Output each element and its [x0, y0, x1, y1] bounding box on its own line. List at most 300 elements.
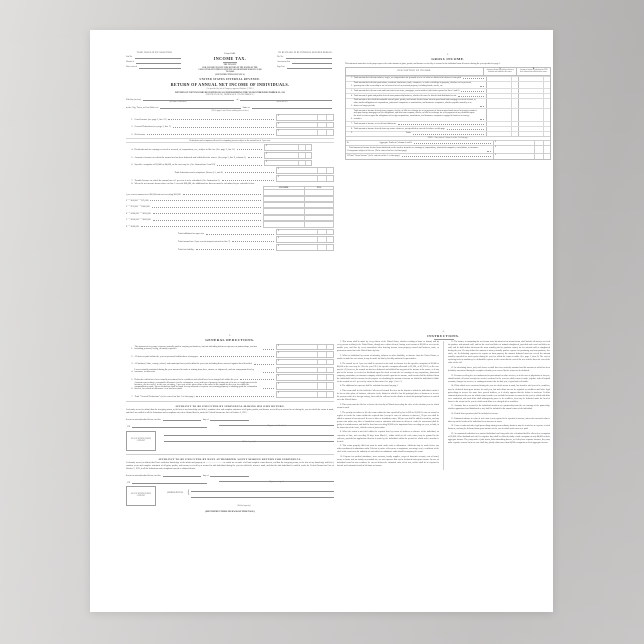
column-b-cell	[518, 82, 550, 89]
row-label: Total amount derived from professions, vocations, businesses, trade, commerce, or sales or dealings in property, whether real or personal, growing out of the ownership or use of interest in real or personal property, including bonds, stocks, etc.	[353, 82, 472, 87]
official-capacity-caption: (Official capacity.)	[237, 505, 251, 508]
deduction-row	[126, 344, 334, 351]
line-8-row	[126, 183, 334, 185]
return-line	[126, 114, 334, 121]
bureau-fields	[277, 56, 334, 69]
deduction-rows	[126, 344, 334, 398]
seal-box: SEAL OF OFFICER TAKING AFFIDAVIT	[126, 431, 156, 451]
row-number: 10.	[346, 142, 350, 145]
dotted-leader	[240, 379, 274, 380]
general-deductions-title: GENERAL DEDUCTIONS.	[205, 338, 255, 342]
page-number: 3.	[229, 335, 231, 337]
dotted-leader	[414, 143, 491, 144]
gross-income-intro: This statement must show in the proper spaces the entire amount of gains, profits, and income received by or accrued to the individual from all sources during the year specified on page 1.	[345, 62, 501, 65]
penalty-text: FOR FAILURE TO HAVE THIS RETURN IN THE HANDS OF THE COLLECTOR OF INTERNAL REVENUE ON OR BEFORE MARCH 1 IS $20 TO $1,000.	[198, 66, 262, 74]
dollar-sign: $	[495, 140, 496, 143]
column-a-cell	[486, 94, 518, 98]
line-7-row	[126, 175, 334, 182]
penalty-title: THE PENALTY	[223, 64, 237, 67]
row-number: 7.	[131, 395, 133, 398]
collector-field-label: Date received	[126, 65, 138, 68]
line-number: 3.	[131, 133, 133, 136]
dotted-leader	[447, 129, 483, 130]
blank-line	[163, 473, 201, 476]
filed-by-label: Filed by (or for)	[126, 99, 141, 102]
blank-line	[132, 425, 207, 428]
dollar-sign: $	[278, 375, 279, 378]
dotted-leader	[402, 156, 491, 157]
row-label: Total amount of income derived from any source whatever, not specified or entered elsewhere on this page	[353, 127, 446, 130]
dotted-leader	[458, 96, 483, 97]
instruction-paragraph: 19. An unmarried individual or a married individual not living with wife or husband shall be allowed an exemption of $3,000. When husband and wife live together they shall be allowed jointly a total exemption of only $4,000 on their aggregate income. They may make a joint return, both subscribing thereto, or if they have separate incomes, they may make separate returns; but in no case shall they jointly claim more than $4,000 exemption on their aggregate income.	[448, 433, 550, 445]
schedule-row-label: 1 per cent on amount over $20,000 and not exceeding $50,000	[126, 193, 181, 196]
bureau-field-label: Assessment List	[277, 61, 291, 64]
amount-box	[276, 391, 334, 398]
page1-center-header	[191, 52, 269, 76]
amount-box	[276, 114, 334, 121]
collector-field-label: List No.	[126, 56, 133, 59]
row-label: All national, State, county, school, and municipal taxes paid within the year (not including those assessed against local benefits)	[134, 363, 252, 366]
agency-heading: UNITED STATES INTERNAL REVENUE.	[199, 77, 261, 81]
dotted-leader	[480, 119, 484, 120]
line-label: Taxable Income on which the normal tax of 1 per cent is to be calculated. (See Instruction 3)	[134, 179, 220, 182]
instruction-paragraph: 18. Costs of suits and other legal proceedings arising from ordinary business may be treated as an expense of such business, and may be deducted from gross income for the year in which such costs were paid.	[448, 425, 550, 431]
blank-line	[210, 473, 248, 476]
dotted-leader	[263, 388, 275, 389]
table-header	[346, 68, 550, 76]
row-number: 4.	[350, 94, 353, 97]
total-row	[126, 236, 334, 243]
schedule-rows	[126, 189, 334, 227]
instruction-paragraph: 5. This return shall be filed with the Collector of Internal Revenue for the district in which the individual resides if he has no other place of business, otherwise in the district in which he has his principal place of business; or in case the person resides in a foreign country, then with the collector for the district in which his principal business is carried on in the United States.	[337, 390, 439, 402]
amount-box	[276, 344, 334, 351]
line-number: 5.	[131, 156, 133, 159]
row-label: Total amount of income derived from coupons, checks, or bills of exchange for or in payment of interest upon bonds issued in foreign countries and upon foreign mortgages or like obligations, and also from coupons, checks, or bills of exchange for or in payment of any dividends upon the stock or interest upon the obligations of foreign corporations, associations, and insurance companies engaged in business in foreign countries	[353, 109, 477, 120]
instruction-paragraph: 16. United States pensions shall be included as income.	[451, 413, 499, 416]
column-b-letter: B.	[532, 68, 535, 71]
column-a-cell	[486, 82, 518, 89]
amount-box	[493, 140, 550, 149]
dotted-leader	[254, 364, 274, 365]
deduction-row	[126, 374, 334, 381]
state-label: State of	[242, 106, 250, 109]
column-a-cell	[486, 127, 518, 131]
column-b-caption: Amount of income on which tax has NOT been deducted and withheld at the source.	[519, 70, 548, 74]
return-line	[126, 122, 334, 129]
dollar-sign: $	[278, 130, 279, 133]
aggregate-row	[346, 140, 550, 149]
dotted-leader	[413, 134, 484, 135]
amount-box	[493, 146, 550, 153]
amount-box	[276, 129, 334, 136]
blank-line	[135, 56, 181, 59]
instruction-paragraph: 13. Persons receiving fees or emoluments for professional or other services, as in the case of physicians or lawyers, should include all actual receipts for services rendered in the year for which return is made, together with all unpaid accounts, charges for services, or contingent income due for that year, if good and collectable.	[448, 374, 550, 383]
dotted-leader	[480, 106, 484, 107]
instruction-paragraph: 4. The additional or super tax shall be calculated as stated on page 1.	[340, 385, 399, 388]
dotted-leader	[248, 157, 262, 158]
signature-agent-caption: (Signature of agent.)	[269, 480, 284, 483]
bureau-box	[277, 52, 334, 70]
instruction-paragraph: 11. The farmer, in computing the net income from his farm for his annual return, shall include all moneys received for produce and animals sold, and for the wool and hides of animals slaughtered, provided such wool and hides are sold, and he shall deduct therefrom the sums actually paid as purchase money for the animals sold or slaughtered during the year. He may deduct the amount of money actually paid as expense for producing any farm products, live stock, etc. In deducting expenses for repairs on farm property the amount deducted must not exceed the amount actually expended for such repairs during the year for which the return is made. (See page 3, item 6.) The cost of replacing tools or machinery is a deductible expense to the extent that the cost of the new articles does not exceed the value of the old.	[448, 341, 550, 365]
deduction-row	[126, 351, 334, 358]
row-number: 11.	[346, 149, 350, 152]
column-a-header	[483, 68, 517, 75]
row-label: Amount representing a reasonable allowance for the exhaustion, wear, and tear of property arising out of its use or employment in the business, not to exceed, in the case of mines, 5 per cent of the gross value at the mine of the output for the year for which the computation is made, but no deduction shall be made for any amount of expense of restoring property or making good the exhaustion thereof, for which an allowance is or has been made	[134, 381, 258, 390]
blank-line	[160, 105, 240, 108]
column-a-cell	[486, 77, 518, 81]
total-label: Total additional or super tax	[178, 233, 204, 236]
instruction-paragraph: 9. This return properly filled out must be made under oath or affirmation. Affidavits may be made before any officer authorized to administer oaths. If before a justice of the peace or magistrate, not using a seal, a certificate of the clerk of the court as to the authority of such officer to administer oaths should accompany the return.	[337, 445, 439, 454]
blank-line	[287, 65, 332, 68]
line-label: Net Income	[134, 133, 146, 136]
line-label: General Deductions (see page 3, line 7)	[134, 126, 171, 129]
return-line	[126, 144, 334, 151]
form-page-4-instructions	[337, 331, 550, 470]
row-number: 3.	[131, 363, 133, 366]
dotted-leader	[263, 372, 275, 373]
row-number: 2.	[350, 84, 353, 87]
dollar-sign: $	[278, 344, 279, 347]
dollar-sign: $	[278, 367, 279, 370]
income-row	[346, 76, 550, 81]
income-row	[346, 121, 550, 126]
row-label: Total amount of fixed and determinable annual gains, profits, and income derived from interest upon bonds and mortgages or deeds of trust, or other similar obligations of corporations, joint-stock companies or associations, and insurance companies, whether payable annually or at shorter or longer periods	[353, 99, 476, 107]
full-name-caption: (Full name of individual.)	[169, 101, 187, 104]
brace-glyph: {	[187, 490, 190, 497]
dotted-leader	[263, 349, 275, 350]
amount-box	[276, 351, 334, 358]
dollar-sign: $	[278, 122, 279, 125]
lines-4-6	[126, 144, 334, 166]
spacer	[126, 186, 263, 189]
dotted-leader	[461, 91, 483, 92]
sworn-label: Sworn to and subscribed before me this	[126, 474, 161, 477]
dollar-sign: $	[495, 154, 496, 157]
blank-line	[132, 481, 207, 484]
seal-row-2	[126, 486, 334, 506]
period-line: RETURN OF NET INCOME RECEIVED OR ACCRUED DURING THE YEAR ENDED DECEMBER 31, 191	[175, 92, 285, 95]
row-label: Total amount of income received from fiduciaries	[353, 122, 397, 125]
totals-row	[346, 131, 550, 136]
page-number: 2.	[447, 54, 449, 56]
instruction-paragraph: 3. The normal tax of 1 per cent shall be assessed on the total net income less the specific exemption of $3,000 or $4,000 as the case may be. (For the year 1913, the specific exemption allowable is $2,500, or $3,333.33, as the case may be.) If, however, the normal tax has been deducted and withheld on any part of the income at the source, or if any part of the income is received as dividends upon the stock or from the net earnings of any corporation, joint-stock company, association, or insurance company which is taxable upon its net income, such income shall be deducted from the individual's total net income for the purpose of calculating the amount of income on which the individual is liable for the normal tax of 1 per cent by virtue of this return. (See page 1, line 7.)	[337, 362, 439, 383]
lines-1-3	[126, 114, 334, 136]
instruction-paragraph: 7. The penalty for failure to file the return within the time specified by law is $20 to $1,000. In case of refusal or neglect to render the return within the required time (except in cases of sickness or absence), 50 per cent shall be added to amount of tax assessed. In case of false or fraudulent return, 100 per cent shall be added to such tax, and any person who makes any false or fraudulent return or statement with intent to defeat or evade the assessment shall be guilty of a misdemeanor, and shall be fined not exceeding $2,000 or be imprisoned not exceeding one year, or both, in the discretion of the court, with the costs of prosecution.	[337, 411, 439, 429]
column-a-cell	[486, 132, 518, 136]
instruction-paragraph: 12. In calculating losses, only such losses as shall have been actually sustained and the amount of which has been definitely ascertained during the complete calendar year covered by the return can be deducted.	[448, 367, 550, 373]
blank-line	[252, 105, 332, 108]
column-a-cell	[486, 89, 518, 93]
dollar-sign: $	[266, 152, 267, 155]
row-number: 2.	[131, 355, 133, 358]
deductions-exemptions-heading: Deductions and exemptions allowed in computing income subject to the normal tax of 1 per cent.	[126, 138, 334, 143]
dotted-leader	[225, 172, 274, 173]
row-label: All interest paid within the year on personal indebtedness of taxpayer	[134, 355, 199, 358]
line-number: 4.	[131, 148, 133, 151]
row-label: Total amount of gains and profits derived from partnership business, whether the same be divided and distributed or not	[353, 94, 457, 97]
amount-box	[276, 367, 334, 374]
bureau-field-label: File No.	[277, 56, 284, 59]
city-state-row	[126, 105, 334, 108]
dollar-sign: $	[278, 382, 279, 385]
divider	[434, 339, 454, 340]
income-cell	[263, 221, 305, 227]
dotted-leader	[152, 207, 261, 208]
column-b-cell	[518, 122, 550, 126]
page1-header	[126, 52, 334, 76]
deduction-row	[126, 359, 334, 366]
amount-box	[276, 229, 334, 236]
column-b-cell	[518, 109, 550, 121]
period-note: (FOR THE YEAR 1913, FROM MARCH 1, TO DECEMBER 31.)	[205, 94, 255, 97]
total-row	[126, 229, 334, 236]
dollar-sign: $	[278, 245, 279, 248]
instruction-paragraph: 8. When the return is not filed within the required time by reason of sickness or absence of the individual, an extension of time, not exceeding 30 days from March 1, within which to file such return, may be granted by the collector, provided an application therefor is made by the individual within the period for which such extension is desired.	[337, 431, 439, 443]
line-number: 8.	[131, 182, 133, 185]
dotted-leader	[217, 165, 262, 166]
income-row	[346, 93, 550, 98]
dotted-leader	[398, 124, 483, 125]
row-label: The amount of necessary expenses actually paid in carrying on business, but not including business expenses of partnerships, and not including personal, living, or family expenses	[134, 346, 257, 351]
total-deductions-row	[126, 167, 334, 174]
income-row	[346, 98, 550, 108]
signature-row-2	[126, 479, 334, 484]
row-number: 1.	[350, 77, 353, 80]
return-line	[126, 160, 334, 167]
row-number: 5.	[350, 104, 353, 107]
row-number: 3.	[350, 89, 353, 92]
affidavit-individual-title: AFFIDAVIT TO BE EXECUTED BY INDIVIDUAL MAKING HIS OWN RETURN.	[175, 404, 285, 408]
row-label: Total “General Deductions” (to be entered on line 2 of first page)	[134, 395, 195, 398]
dotted-leader	[480, 86, 484, 87]
seal-row-1	[126, 431, 334, 451]
column-a-cell	[486, 99, 518, 108]
column-b-cell	[518, 77, 550, 81]
collector-box-title: TO BE FILLED IN BY COLLECTOR.	[136, 52, 173, 54]
deduction-row	[126, 367, 334, 374]
row-label: Total amount derived from salaries, wages, or compensation for personal service of whatever kind and in whatever form paid	[353, 77, 461, 80]
income-row	[346, 88, 550, 93]
form-page-3-deductions	[126, 335, 334, 513]
blank-line	[163, 417, 201, 420]
row-number: 1.	[131, 348, 133, 351]
tax-cell	[305, 221, 334, 227]
instruction-paragraph: 14. Debts which were contracted during the year for which return is made, but found in said year to be worthless, may be deducted from gross income for said year, but such debts can not be regarded as worthless until after legal proceedings to recover the same have proved fruitless, or it clearly appears that the debtor is insolvent. If debts contracted prior to the year for which return is made were included as income in return for the year in which said debts were contracted, and such debts shall subsequently prove to be worthless, they may be deducted under the head of losses in the return for the year in which such debts were charged off as worthless.	[448, 385, 550, 403]
instruction-paragraph: 17. Estimated advance in value of real estate is not required to be reported as income, unless the increased value is taken up on the books of the individual as an increase of assets.	[448, 417, 550, 423]
amount-box	[264, 152, 312, 159]
dollar-sign: $	[278, 359, 279, 362]
dotted-leader	[487, 151, 491, 152]
form-page-2-gross-income	[345, 54, 551, 160]
collector-field-label: District of	[126, 61, 135, 64]
instructions-title: INSTRUCTIONS.	[427, 334, 460, 338]
dotted-leader	[232, 241, 274, 242]
line-label: Dividends and net earnings received or accrued, of corporations, etc., subject to like tax. (See page 2, line 11)	[134, 148, 236, 151]
affidavit-individual-body: I solemnly swear (or affirm) that the foregoing return, to the best of my knowledge and belief, contains a true and complete statement of all gains, profits, and income received by or accrued to me during the year for which the return is made, and that I am entitled to all the deductions and exemptions entered or claimed therein, under the Federal Income-tax Law of October 3, 1913.	[126, 409, 334, 414]
amount-box	[264, 160, 312, 167]
column-a-note: NOTE.—Enter total of Column A on line 5 of first page.	[346, 136, 550, 140]
schedule-row-label: 2 ” ” $50,000 ” ” $75,000	[126, 199, 149, 202]
dollar-sign: $	[495, 146, 496, 149]
amount-box	[276, 175, 334, 182]
super-tax-schedule	[126, 186, 334, 227]
aggregate-label: Aggregate Totals of Columns A and B	[379, 142, 412, 145]
schedule-row-label: 5 ” ” $250,000 ” ” $500,000	[126, 219, 151, 222]
column-b-cell	[518, 127, 550, 131]
dotted-leader	[153, 220, 261, 221]
income-row	[346, 81, 550, 89]
seal-box: SEAL OF OFFICER TAKING AFFIDAVIT	[126, 486, 156, 506]
year-label: , 191	[126, 481, 131, 484]
dotted-leader	[196, 249, 274, 250]
deduction-row	[126, 391, 334, 398]
dollar-sign: $	[278, 168, 279, 171]
page-number: 4.	[442, 331, 445, 333]
total-label: Total tax liability	[178, 248, 194, 251]
dotted-leader	[173, 127, 274, 128]
blank-line	[292, 61, 332, 64]
income-column-header: INCOME.	[263, 186, 305, 189]
blank-line	[164, 433, 334, 436]
schedule-row-label: 3 ” ” $75,000 ” ” $100,000	[126, 206, 150, 209]
income-row	[346, 126, 550, 131]
line-number: 2.	[131, 126, 133, 129]
income-row	[346, 108, 550, 121]
row-number: 6.	[350, 117, 353, 120]
instruction-paragraph: 10. Expense for medical attendance, store accounts, family supplies, wages of domestic servants, cost of board, room, or house rent for family or personal use, are not expenses that can be deducted from gross income. In case an individual owns his own residence he can not deduct the estimated value of his rent, neither shall he be required to include such estimated rental of his home as income.	[337, 455, 439, 468]
column-a-letter: A.	[499, 68, 502, 71]
sworn-row-2	[126, 473, 251, 476]
amount-box	[276, 382, 334, 390]
return-line	[126, 129, 334, 136]
dotted-leader	[141, 226, 261, 227]
column-a-cell	[486, 122, 518, 126]
return-line	[126, 152, 334, 159]
line-number: 7.	[131, 179, 133, 182]
blank-line	[191, 488, 334, 491]
column-b-cell	[518, 94, 550, 98]
official-capacity-caption: (Official capacity.)	[242, 441, 256, 444]
amount-box	[276, 122, 334, 129]
collector-box	[126, 52, 183, 70]
instructions-column-2	[443, 341, 550, 470]
dollar-sign: $	[278, 392, 279, 395]
income-tax-heading: INCOME TAX.	[213, 56, 247, 61]
column-b-cell	[518, 99, 550, 108]
amount-box	[493, 154, 550, 159]
dotted-leader	[222, 180, 274, 181]
dollar-sign: $	[278, 115, 279, 118]
column-b-header	[516, 68, 550, 75]
amount-box	[276, 374, 334, 381]
dollar-sign: $	[266, 145, 267, 148]
dollar-sign: $	[266, 160, 267, 163]
instructions-columns	[337, 341, 550, 470]
dotted-leader	[183, 194, 261, 195]
total-gross-income-row	[346, 153, 550, 159]
form-number: Form 1040.	[224, 52, 236, 55]
dotted-leader	[237, 149, 262, 150]
total-label: Total normal tax (1 per cent of amount entered on line 7)	[178, 240, 231, 243]
see-instructions-note: (SEE INSTRUCTIONS ON BACK OF THIS PAGE.)	[205, 511, 255, 514]
street-caption: (Street and No.)	[276, 101, 288, 104]
divider	[126, 454, 334, 455]
dotted-leader	[147, 134, 274, 135]
row-label: Total amount derived from rents and from interest on notes, mortgages, and securities (other than reported on lines 5 and 6)	[353, 89, 460, 92]
line-label: Amount of income on which the normal tax has been deducted and withheld at the source. (See page 2, line 9, column A)	[134, 156, 246, 159]
dividends-label: Total amount of income derived from dividends on the stock or from the net earnings of corporations, joint-stock companies, associations, or insurance companies subject to like tax. (To be entered on line 4 of first page)	[349, 147, 479, 152]
row-label: Debts due which have been actually ascertained to be worthless and which have been charged off within the year	[134, 378, 239, 381]
line-number: 1.	[131, 118, 133, 121]
row-number: 8.	[350, 127, 353, 130]
deduction-row	[126, 382, 334, 390]
row-number: 7.	[350, 122, 353, 125]
dotted-leader	[196, 396, 274, 397]
dotted-leader	[200, 356, 274, 357]
dividends-row	[346, 145, 550, 153]
blank-line	[136, 61, 181, 64]
city-label: in the City, Town, or Post Office of	[126, 106, 159, 109]
sworn-label: Sworn to and subscribed before me this	[126, 418, 161, 421]
row-number: 5.	[131, 378, 133, 381]
column-b-cell	[518, 89, 550, 93]
column-a-cell	[486, 109, 518, 121]
instruction-paragraph: 1. This return shall be made by every citizen of the United States, whether residing at home or abroad, and by every person residing in the United States, though not a citizen thereof, having a net income of $3,000 or over for the taxable year, and also by every nonresident alien deriving income from property owned and business, trade, or profession carried on in the United States by him.	[337, 341, 439, 353]
act-subtitle: (As provided by Act of Congress, approved October 3, 1913.)	[206, 88, 254, 91]
dotted-leader	[168, 119, 274, 120]
dotted-leader	[463, 78, 484, 79]
column-a-caption: Amount of income on which tax has been deducted and withheld at the source.	[486, 70, 514, 74]
dollar-sign: $	[278, 229, 279, 232]
blank-line	[210, 417, 248, 420]
income-rows	[346, 76, 550, 131]
bureau-box-title: TO BE FILLED IN BY INTERNAL REVENUE BUREAU.	[278, 52, 333, 54]
row-number: 9.	[350, 132, 353, 135]
line-label: Gross Income (see page 2, line 12)	[134, 118, 167, 121]
schedule-row	[126, 221, 334, 227]
dollar-sign: $	[278, 237, 279, 240]
line-number: 6.	[131, 164, 133, 167]
form-page-1-return	[126, 52, 334, 251]
line-label: When the net income shown above on line 3 exceeds $20,000, the additional tax thereon must be calculated as per schedule below:	[134, 182, 255, 185]
day-of-label: day of	[202, 418, 209, 421]
description-header: DESCRIPTION OF INCOME.	[397, 70, 432, 73]
instruction-paragraph: 2. When an individual by reason of minority, sickness or other disability, or absence from the United States, is unable to make his own return, it may be made for him by his duly authorized representative.	[337, 354, 439, 360]
instruction-paragraph: 6. This return must be filed on or before the first day of March succeeding the close of the calendar year for which return is made.	[337, 403, 439, 409]
dotted-leader	[206, 234, 274, 235]
dotted-leader	[153, 213, 261, 214]
bureau-field-label: Page Line	[277, 65, 286, 68]
poster-sheet	[90, 30, 553, 612]
blank-line	[191, 495, 334, 498]
totals-label: Totals	[405, 132, 411, 135]
row-label: Losses actually sustained during the year incurred in trade or arising from fires, storms, or shipwreck, and not compensated for by insurance or otherwise	[134, 369, 254, 374]
schedule-row-label: 4 ” ” $100,000 ” ” $250,000	[126, 212, 151, 215]
row-number: 12.	[346, 155, 350, 158]
row-number: 4.	[131, 371, 133, 374]
signature-row	[126, 423, 334, 428]
tax-column-header: TAX.	[305, 186, 334, 189]
gross-income-title: GROSS INCOME.	[431, 57, 465, 61]
instruction-paragraph: 15. Amounts due or accrued to the individual members of a partnership from the net earnings of the partnership, whether apportioned and distributed or not, shall be included in the annual return of the individual.	[448, 405, 550, 411]
year-label: , 191	[126, 426, 131, 429]
dollar-sign: $	[278, 352, 279, 355]
amount-box	[276, 244, 334, 251]
dollar-sign: $	[278, 176, 279, 179]
line-label: Specific exemption of $3,000 or $4,000, as the case may be. (See Instructions 3 and 19)	[134, 164, 216, 167]
day-of-label: day of	[202, 474, 209, 477]
divider	[126, 401, 334, 402]
